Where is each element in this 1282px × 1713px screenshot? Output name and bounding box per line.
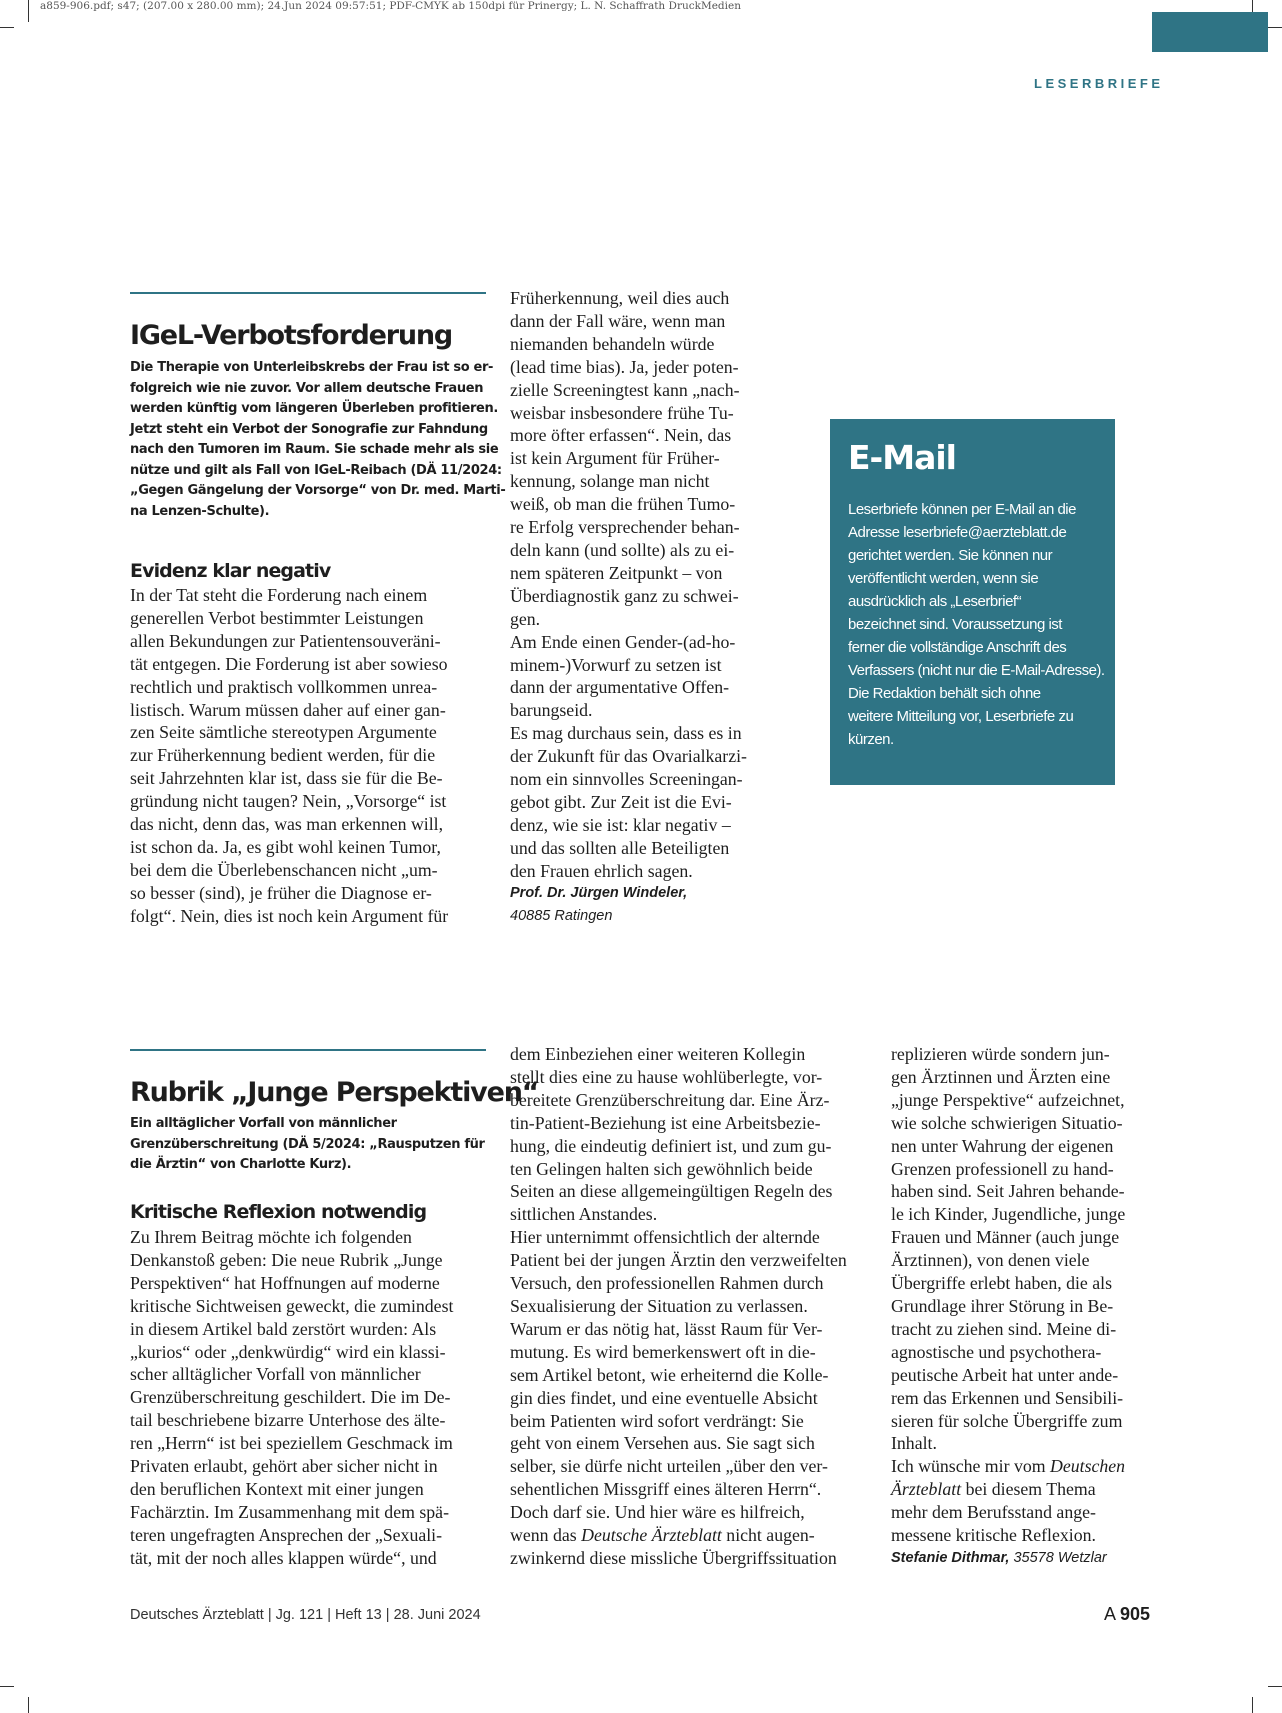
letter1-author-block [510,882,687,928]
letter2-author: Stefanie Dithmar, [891,1550,1010,1566]
email-box-title: E-Mail [848,438,956,477]
article-rule [130,292,486,294]
email-info-box [830,419,1115,785]
section-color-tab [1152,12,1268,52]
letter2-lead: Ein alltäglicher Vorfall von männlicher Grenzüberschreitung (DÄ 5/2024: „Rausputzen für die Ärztin“ von Charlotte Kurz). [130,1116,485,1172]
print-info-line: a859-906.pdf; s47; (207.00 x 280.00 mm); 24.Jun 2024 09:57:51; PDF-CMYK ab 150dpi für Prinergy; L. N. Schaffrath DruckMedien [40,0,741,12]
crop-mark [28,0,29,22]
letter2-title: Rubrik „Junge Perspektiven“ [130,1077,539,1108]
letter2-body-col1: Zu Ihrem Beitrag möchte ich folgenden Denkanstoß geben: Die neue Rubrik „Junge Perspektiven“ hat Hoffnungen auf moderne kritische Sichtweisen geweckt, die zumindest in diesem Artikel bald zerstört wurden: Als „kurios“ oder „denkwürdig“ wird ein klassi- scher alltäglicher Vorfall von männlicher Grenzüberschreitung geschildert. Die im De- tail beschriebene bizarre Unterhose des älte- ren „Herrn“ ist bei speziellem Geschmack im Privaten erlaubt, gehört aber sicher nicht in den beruflichen Kontext mit einer jungen Fachärztin. Im Zusammenhang mit dem spä- teren ungefragten Ansprechen der „Sexuali- tät, mit der noch alles klappen würde“, und [130,1227,454,1568]
letter2-body-col3: replizieren würde sondern jun- gen Ärztinnen und Ärzten eine „junge Perspektive“ aufzeichnet, wie solche schwierigen Situatio- nen unter Wahrung der eigenen Grenzen professionell zu hand- haben sind. Seit Jahren behande- le ich Kinder, Jugendliche, junge Frauen und Männer (auch junge Ärztinnen), von denen viele Übergriffe erlebt haben, die als Grundlage ihrer Störung in Be- tracht zu ziehen sind. Meine di- agnostische und psychothera- peutische Arbeit hat unter ande- rem das Erkennen und Sensibili- sieren für solche Übergriffe zum Inhalt. Ich wünsche mir vom Deutschen Ärzteblatt bei diesem Thema mehr dem Berufsstand ange- messene kritische Reflexion. [891,1044,1126,1546]
letter1-body-col1: In der Tat steht die Forderung nach einem generellen Verbot bestimmter Leistungen allen Bekundungen zur Patientensouveräni- tät entgegen. Die Forderung ist aber sowieso rechtlich und praktisch vollkommen unrea- listisch. Warum müssen daher auf einer gan- zen Seite sämtliche stereotypen Argumente zur Früherkennung bedient werden, für die seit Jahrzehnten klar ist, dass sie für die Be- gründung nicht taugen? Nein, „Vorsorge“ ist das nicht, denn das, was man erkennen will, ist schon da. Ja, es gibt wohl keinen Tumor, bei dem die Überlebenschancen nicht „um- so besser (sind), je früher die Diagnose er- folgt“. Nein, dies ist noch kein Argument für [130,585,449,926]
page-number: A 905 [1104,1604,1151,1624]
email-box-text: Leserbriefe können per E-Mail an die Adresse leserbriefe@aerzteblatt.de gerichtet werden. Sie können nur veröffentlicht werden, wenn sie ausdrücklich als „Leserbrief“ bezeichnet sind. Voraussetzung ist ferner die vollständige Anschrift des Verfassers (nicht nur die E-Mail-Adresse). Die Redaktion behält sich ohne weitere Mitteilung vor, Leserbriefe zu kürzen. [848,501,1105,748]
crop-mark [1268,27,1282,28]
crop-mark [1268,1686,1282,1687]
letter1-body-col2: Früherkennung, weil dies auch dann der Fall wäre, wenn man niemanden behandeln würde (lead time bias). Ja, jeder poten- zielle Screeningtest kann „nach- weisbar insbesondere frühe Tu- more öfter erfassen“. Nein, das ist kein Argument für Früher- kennung, solange man nicht weiß, ob man die frühen Tumo- re Erfolg versprechender behan- deln kann (und sollte) als zu ei- nem späteren Zeitpunkt – von Überdiagnostik ganz zu schwei- gen. Am Ende einen Gender-(ad-ho- minem-)Vorwurf zu setzen ist dann der argumentative Offen- barungseid. Es mag durchaus sein, dass es in der Zukunft für das Ovarialkarzi- nom ein sinnvolles Screeningan- gebot gibt. Zur Zeit ist die Evi- denz, wie sie ist: klar negativ – und das sollten alle Beteiligten den Frauen ehrlich sagen. [510,288,747,881]
crop-mark [0,27,14,28]
letter2-author-block [891,1547,1107,1570]
letter1-author: Prof. Dr. Jürgen Windeler, [510,885,688,901]
letter1-title: IGeL-Verbotsforderung [130,320,453,351]
crop-mark [0,1686,14,1687]
crop-mark [1252,1697,1253,1713]
letter1-subtitle: Evidenz klar negativ [130,560,331,582]
letter1-location: 40885 Ratingen [510,908,613,924]
letter2-body-col2: dem Einbeziehen einer weiteren Kollegin stellt dies eine zu hause wohlüberlegte, vor- bereitete Grenzüberschreitung dar. Eine Ärz- tin-Patient-Beziehung ist eine Arbeitsbezie- hung, die eindeutig definiert ist, und zum gu- ten Gelingen halten sich gewöhnlich beide Seiten an diese allgemeingültigen Regeln des sittlichen Anstandes. Hier unternimmt offensichtlich der alternde Patient bei der jungen Ärztin den verzweifelten Versuch, den professionellen Rahmen durch Sexualisierung der Situation zu verlassen. Warum er das nötig hat, lässt Raum für Ver- mutung. Es wird bemerkenswert oft in die- sem Artikel betont, wie erheiternd die Kolle- gin dies findet, und eine eventuelle Absicht beim Patienten wird sofort verdrängt: Sie geht von einem Versehen aus. Sie sagt sich selber, sie dürfe nicht urteilen „über den ver- sehentlichen Missgriff eines älteren Herrn“. Doch darf sie. Und hier wäre es hilfreich, wenn das Deutsche Ärzteblatt nicht augen- zwinkernd diese missliche Übergriffssituation [510,1044,847,1568]
footer-publication: Deutsches Ärzteblatt | Jg. 121 | Heft 13 | 28. Juni 2024 [130,1607,481,1623]
article-rule [130,1049,486,1051]
letter2-location: 35578 Wetzlar [1009,1550,1107,1566]
section-label: LESERBRIEFE [1034,76,1164,91]
crop-mark [28,1697,29,1713]
letter2-subtitle: Kritische Reflexion notwendig [130,1201,427,1223]
letter1-lead: Die Therapie von Unterleibskrebs der Frau ist so er- folgreich wie nie zuvor. Vor allem deutsche Frauen werden künftig vom längeren Überleben profitieren. Jetzt steht ein Verbot der Sonografie zur Fahndung nach den Tumoren im Raum. Sie schade mehr als sie nütze und gilt als Fall von IGeL-Reibach (DÄ 11/2024: „Gegen Gängelung der Vorsorge“ von Dr. med. Marti- na Lenzen-Schulte). [130,360,506,519]
